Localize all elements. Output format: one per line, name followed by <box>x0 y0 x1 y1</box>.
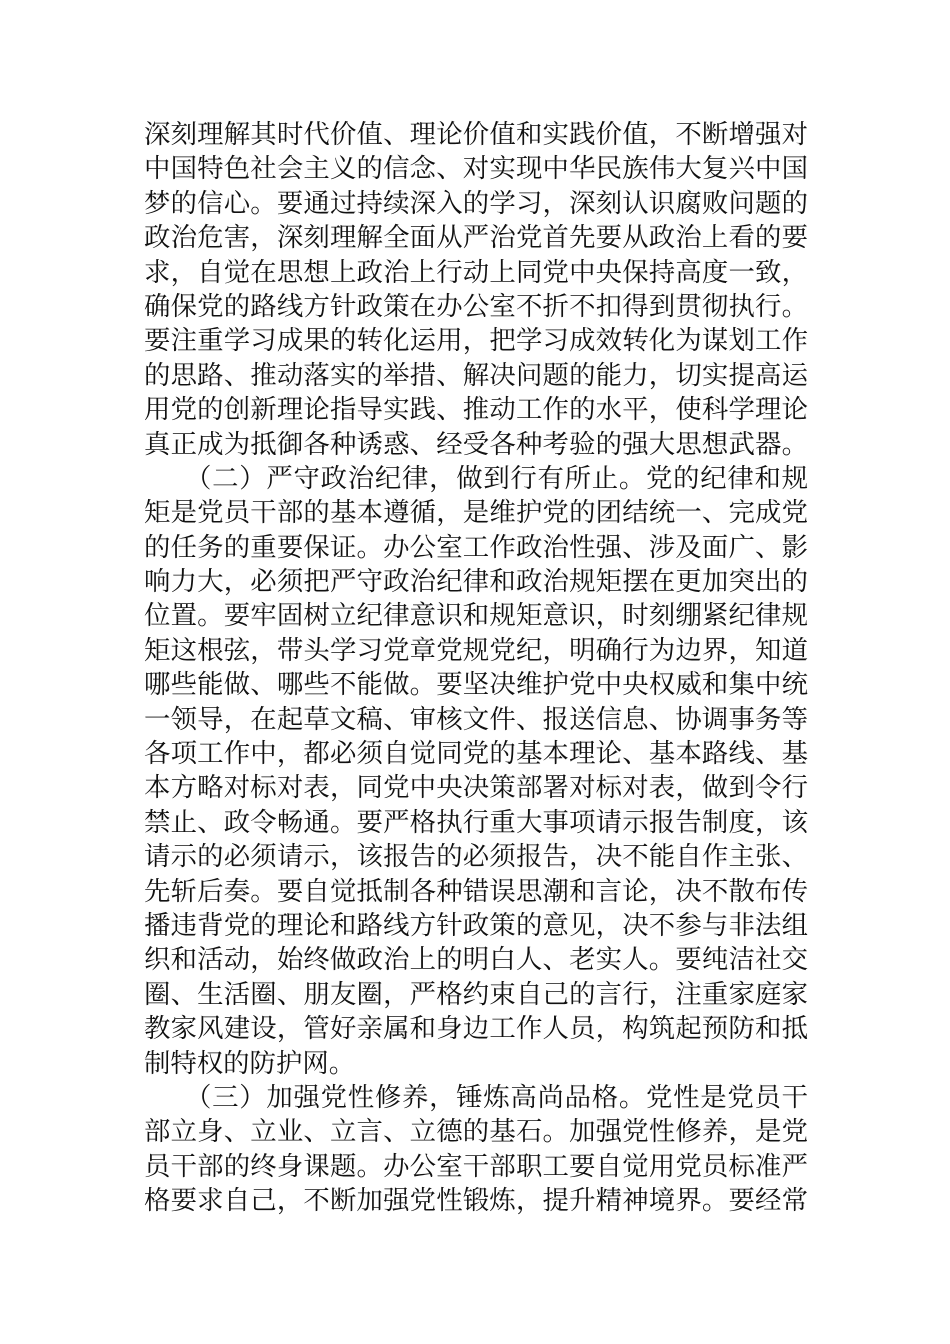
text-line: 政治危害，深刻理解全面从严治党首先要从政治上看的要 <box>144 222 808 254</box>
text-line: 矩这根弦，带头学习党章党规党纪，明确行为边界，知道 <box>144 634 808 666</box>
text-line: 确保党的路线方针政策在办公室不折不扣得到贯彻执行。 <box>144 290 808 322</box>
text-line: 教家风建设，管好亲属和身边工作人员，构筑起预防和抵 <box>144 1013 808 1045</box>
text-line: 中国特色社会主义的信念、对实现中华民族伟大复兴中国 <box>144 153 808 185</box>
text-line: 制特权的防护网。 <box>144 1047 356 1079</box>
text-line: 请示的必须请示，该报告的必须报告，决不能自作主张、 <box>144 841 808 873</box>
text-line: 矩是党员干部的基本遵循，是维护党的团结统一、完成党 <box>144 497 808 529</box>
text-line: 播违背党的理论和路线方针政策的意见，决不参与非法组 <box>144 909 808 941</box>
text-line: 响力大，必须把严守政治纪律和政治规矩摆在更加突出的 <box>144 566 808 598</box>
body-text <box>144 118 808 1219</box>
text-line: 要注重学习成果的转化运用，把学习成效转化为谋划工作 <box>144 325 808 357</box>
section-heading-line: （三）加强党性修养，锤炼高尚品格。党性是党员干 <box>144 1081 808 1113</box>
text-line: 用党的创新理论指导实践、推动工作的水平，使科学理论 <box>144 394 808 426</box>
text-line: 本方略对标对表，同党中央决策部署对标对表，做到令行 <box>144 772 808 804</box>
section-heading-line: （二）严守政治纪律，做到行有所止。党的纪律和规 <box>144 462 808 494</box>
text-line: 一领导，在起草文稿、审核文件、报送信息、协调事务等 <box>144 703 808 735</box>
text-line: 真正成为抵御各种诱惑、经受各种考验的强大思想武器。 <box>144 428 808 460</box>
text-line: 先斩后奏。要自觉抵制各种错误思潮和言论，决不散布传 <box>144 875 808 907</box>
text-line: 的思路、推动落实的举措、解决问题的能力，切实提高运 <box>144 359 808 391</box>
text-line: 求，自觉在思想上政治上行动上同党中央保持高度一致， <box>144 256 808 288</box>
text-line: 织和活动，始终做政治上的明白人、老实人。要纯洁社交 <box>144 944 808 976</box>
text-line: 位置。要牢固树立纪律意识和规矩意识，时刻绷紧纪律规 <box>144 600 808 632</box>
text-line: 梦的信心。要通过持续深入的学习，深刻认识腐败问题的 <box>144 187 808 219</box>
text-line: 员干部的终身课题。办公室干部职工要自觉用党员标准严 <box>144 1150 808 1182</box>
text-line: 部立身、立业、立言、立德的基石。加强党性修养，是党 <box>144 1116 808 1148</box>
text-line: 圈、生活圈、朋友圈，严格约束自己的言行，注重家庭家 <box>144 978 808 1010</box>
text-line: 的任务的重要保证。办公室工作政治性强、涉及面广、影 <box>144 531 808 563</box>
text-line: 各项工作中，都必须自觉同党的基本理论、基本路线、基 <box>144 738 808 770</box>
text-line: 禁止、政令畅通。要严格执行重大事项请示报告制度，该 <box>144 806 808 838</box>
text-line: 格要求自己，不断加强党性锻炼，提升精神境界。要经常 <box>144 1185 808 1217</box>
text-line: 哪些能做、哪些不能做。要坚决维护党中央权威和集中统 <box>144 669 808 701</box>
text-line: 深刻理解其时代价值、理论价值和实践价值，不断增强对 <box>144 119 808 150</box>
